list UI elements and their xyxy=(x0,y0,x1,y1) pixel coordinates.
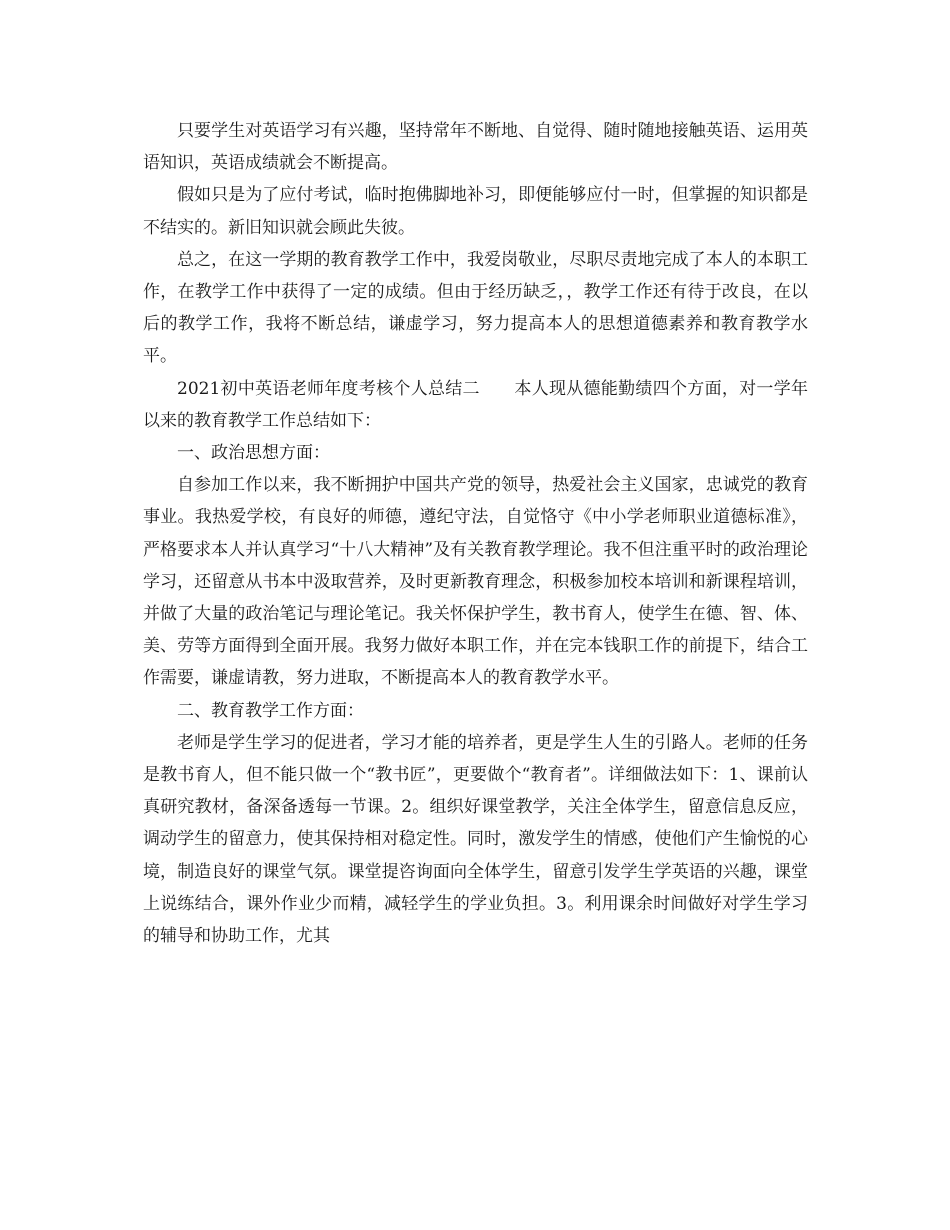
paragraph: 假如只是为了应付考试，临时抱佛脚地补习，即便能够应付一时，但掌握的知识都是不结实的。新旧知识就会顾此失彼。 xyxy=(143,185,808,238)
paragraph: 2021初中英语老师年度考核个人总结二 本人现从德能勤绩四个方面，对一学年以来的教育教学工作总结如下： xyxy=(143,378,808,431)
paragraph: 只要学生对英语学习有兴趣，坚持常年不断地、自觉得、随时随地接触英语、运用英语知识，英语成绩就会不断提高。 xyxy=(143,121,808,174)
paragraph: 老师是学生学习的促进者，学习才能的培养者，更是学生人生的引路人。老师的任务是教书育人，但不能只做一个“教书匠”，更要做个“教育者”。详细做法如下：1、课前认真研究教材，备深备透每一节课。2。组织好课堂教学，关注全体学生，留意信息反应，调动学生的留意力，使其保持相对稳定性。同时，激发学生的情感，使他们产生愉悦的心境，制造良好的课堂气氛。课堂提咨询面向全体学生，留意引发学生学英语的兴趣，课堂上说练结合，课外作业少而精，减轻学生的学业负担。3。利用课余时间做好对学生学习的辅导和协助工作，尤其 xyxy=(143,732,808,947)
section-heading: 二、教育教学工作方面： xyxy=(177,700,364,721)
paragraph: 总之，在这一学期的教育教学工作中，我爱岗敬业，尽职尽责地完成了本人的本职工作，在教学工作中获得了一定的成绩。但由于经历缺乏，，教学工作还有待于改良，在以后的教学工作，我将不断总结，谦虚学习，努力提高本人的思想道德素养和教育教学水平。 xyxy=(143,249,808,367)
document-body xyxy=(143,115,808,952)
section-heading: 一、政治思想方面： xyxy=(177,443,330,464)
paragraph: 自参加工作以来，我不断拥护中国共产党的领导，热爱社会主义国家，忠诚党的教育事业。我热爱学校，有良好的师德，遵纪守法，自觉恪守《中小学老师职业道德标准》，严格要求本人并认真学习“十八大精神”及有关教育教学理论。我不但注重平时的政治理论学习，还留意从书本中汲取营养，及时更新教育理念，积极参加校本培训和新课程培训，并做了大量的政治笔记与理论笔记。我关怀保护学生，教书育人，使学生在德、智、体、美、劳等方面得到全面开展。我努力做好本职工作，并在完本钱职工作的前提下，结合工作需要，谦虚请教，努力进取，不断提高本人的教育教学水平。 xyxy=(143,475,808,689)
